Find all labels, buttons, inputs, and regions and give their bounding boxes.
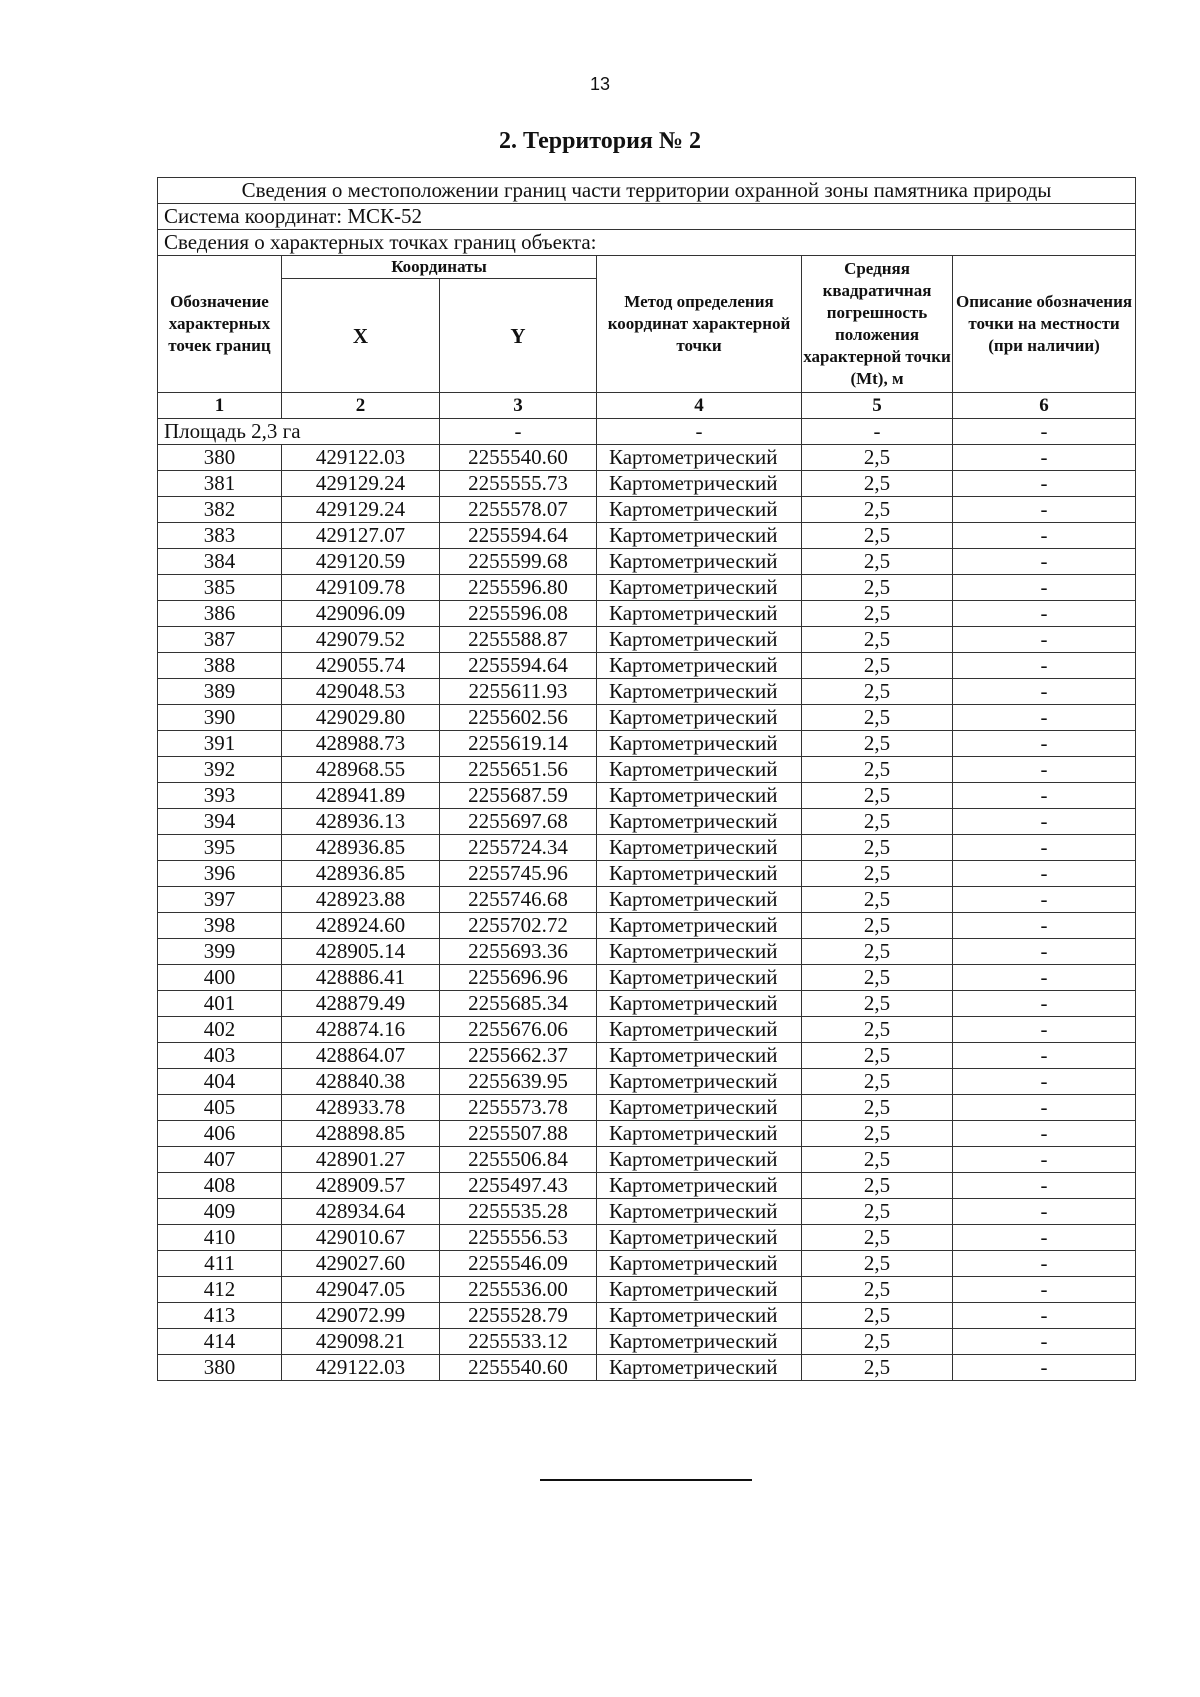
table-row bbox=[158, 1017, 1136, 1043]
y-coordinate-cell: 2255506.84 bbox=[440, 1147, 597, 1173]
x-coordinate-cell: 428901.27 bbox=[282, 1147, 440, 1173]
description-cell: - bbox=[953, 445, 1136, 471]
accuracy-cell: 2,5 bbox=[802, 887, 953, 913]
table-row bbox=[158, 991, 1136, 1017]
table-row bbox=[158, 887, 1136, 913]
point-number-cell: 409 bbox=[158, 1199, 282, 1225]
accuracy-cell: 2,5 bbox=[802, 1225, 953, 1251]
accuracy-cell: 2,5 bbox=[802, 1355, 953, 1381]
area-accuracy: - bbox=[802, 419, 953, 445]
description-cell: - bbox=[953, 783, 1136, 809]
x-coordinate-cell: 428898.85 bbox=[282, 1121, 440, 1147]
description-cell: - bbox=[953, 1329, 1136, 1355]
point-number-cell: 414 bbox=[158, 1329, 282, 1355]
y-coordinate-cell: 2255745.96 bbox=[440, 861, 597, 887]
x-coordinate-cell: 428941.89 bbox=[282, 783, 440, 809]
description-cell: - bbox=[953, 679, 1136, 705]
table-row bbox=[158, 1225, 1136, 1251]
accuracy-cell: 2,5 bbox=[802, 1017, 953, 1043]
column-number: 3 bbox=[440, 393, 597, 419]
accuracy-cell: 2,5 bbox=[802, 757, 953, 783]
accuracy-cell: 2,5 bbox=[802, 965, 953, 991]
x-coordinate-cell: 429010.67 bbox=[282, 1225, 440, 1251]
method-cell: Картометрический bbox=[597, 1225, 802, 1251]
table-row bbox=[158, 1329, 1136, 1355]
point-number-cell: 389 bbox=[158, 679, 282, 705]
y-coordinate-cell: 2255594.64 bbox=[440, 653, 597, 679]
x-coordinate-cell: 429129.24 bbox=[282, 471, 440, 497]
point-number-cell: 407 bbox=[158, 1147, 282, 1173]
table-row bbox=[158, 861, 1136, 887]
table-row bbox=[158, 601, 1136, 627]
y-coordinate-cell: 2255611.93 bbox=[440, 679, 597, 705]
x-coordinate-cell: 428934.64 bbox=[282, 1199, 440, 1225]
description-cell: - bbox=[953, 1251, 1136, 1277]
table-row bbox=[158, 1121, 1136, 1147]
method-cell: Картометрический bbox=[597, 1173, 802, 1199]
accuracy-cell: 2,5 bbox=[802, 679, 953, 705]
accuracy-cell: 2,5 bbox=[802, 471, 953, 497]
table-row bbox=[158, 913, 1136, 939]
y-coordinate-cell: 2255594.64 bbox=[440, 523, 597, 549]
description-cell: - bbox=[953, 991, 1136, 1017]
x-coordinate-cell: 428936.85 bbox=[282, 861, 440, 887]
accuracy-cell: 2,5 bbox=[802, 1303, 953, 1329]
coordinates-table bbox=[157, 177, 1136, 1381]
accuracy-cell: 2,5 bbox=[802, 1277, 953, 1303]
y-coordinate-cell: 2255536.00 bbox=[440, 1277, 597, 1303]
method-cell: Картометрический bbox=[597, 1199, 802, 1225]
table-row bbox=[158, 731, 1136, 757]
header-point-designation: Обозначение характерных точек границ bbox=[158, 256, 282, 393]
description-cell: - bbox=[953, 627, 1136, 653]
point-number-cell: 385 bbox=[158, 575, 282, 601]
header-y: Y bbox=[440, 279, 597, 393]
points-caption: Сведения о характерных точках границ объекта: bbox=[158, 230, 1136, 256]
x-coordinate-cell: 429120.59 bbox=[282, 549, 440, 575]
y-coordinate-cell: 2255685.34 bbox=[440, 991, 597, 1017]
y-coordinate-cell: 2255540.60 bbox=[440, 445, 597, 471]
point-number-cell: 395 bbox=[158, 835, 282, 861]
description-cell: - bbox=[953, 731, 1136, 757]
accuracy-cell: 2,5 bbox=[802, 1173, 953, 1199]
table-row bbox=[158, 445, 1136, 471]
method-cell: Картометрический bbox=[597, 445, 802, 471]
y-coordinate-cell: 2255746.68 bbox=[440, 887, 597, 913]
accuracy-cell: 2,5 bbox=[802, 601, 953, 627]
point-number-cell: 401 bbox=[158, 991, 282, 1017]
point-number-cell: 397 bbox=[158, 887, 282, 913]
x-coordinate-cell: 429048.53 bbox=[282, 679, 440, 705]
accuracy-cell: 2,5 bbox=[802, 1251, 953, 1277]
column-number-row bbox=[158, 393, 1136, 419]
point-number-cell: 413 bbox=[158, 1303, 282, 1329]
table-caption-row bbox=[158, 178, 1136, 204]
method-cell: Картометрический bbox=[597, 835, 802, 861]
method-cell: Картометрический bbox=[597, 913, 802, 939]
table-row bbox=[158, 497, 1136, 523]
x-coordinate-cell: 428968.55 bbox=[282, 757, 440, 783]
x-coordinate-cell: 429129.24 bbox=[282, 497, 440, 523]
y-coordinate-cell: 2255555.73 bbox=[440, 471, 597, 497]
method-cell: Картометрический bbox=[597, 1277, 802, 1303]
point-number-cell: 380 bbox=[158, 445, 282, 471]
method-cell: Картометрический bbox=[597, 1355, 802, 1381]
description-cell: - bbox=[953, 887, 1136, 913]
description-cell: - bbox=[953, 1173, 1136, 1199]
method-cell: Картометрический bbox=[597, 1251, 802, 1277]
section-title: 2. Территория № 2 bbox=[498, 128, 702, 154]
footnote-rule bbox=[540, 1479, 752, 1481]
area-row bbox=[158, 419, 1136, 445]
y-coordinate-cell: 2255596.08 bbox=[440, 601, 597, 627]
accuracy-cell: 2,5 bbox=[802, 991, 953, 1017]
y-coordinate-cell: 2255573.78 bbox=[440, 1095, 597, 1121]
accuracy-cell: 2,5 bbox=[802, 497, 953, 523]
table-row bbox=[158, 1095, 1136, 1121]
x-coordinate-cell: 428879.49 bbox=[282, 991, 440, 1017]
x-coordinate-cell: 429109.78 bbox=[282, 575, 440, 601]
coord-system-row bbox=[158, 204, 1136, 230]
description-cell: - bbox=[953, 705, 1136, 731]
table-row bbox=[158, 1043, 1136, 1069]
method-cell: Картометрический bbox=[597, 549, 802, 575]
point-number-cell: 386 bbox=[158, 601, 282, 627]
column-number: 4 bbox=[597, 393, 802, 419]
table-row bbox=[158, 1277, 1136, 1303]
description-cell: - bbox=[953, 549, 1136, 575]
area-description: - bbox=[953, 419, 1136, 445]
accuracy-cell: 2,5 bbox=[802, 1121, 953, 1147]
method-cell: Картометрический bbox=[597, 575, 802, 601]
y-coordinate-cell: 2255596.80 bbox=[440, 575, 597, 601]
header-description: Описание обозначения точки на местности (при наличии) bbox=[953, 256, 1136, 393]
description-cell: - bbox=[953, 601, 1136, 627]
accuracy-cell: 2,5 bbox=[802, 861, 953, 887]
x-coordinate-cell: 428936.13 bbox=[282, 809, 440, 835]
accuracy-cell: 2,5 bbox=[802, 913, 953, 939]
description-cell: - bbox=[953, 1199, 1136, 1225]
method-cell: Картометрический bbox=[597, 991, 802, 1017]
coord-system: Система координат: МСК-52 bbox=[158, 204, 1136, 230]
point-number-cell: 399 bbox=[158, 939, 282, 965]
point-number-cell: 412 bbox=[158, 1277, 282, 1303]
method-cell: Картометрический bbox=[597, 965, 802, 991]
point-number-cell: 383 bbox=[158, 523, 282, 549]
description-cell: - bbox=[953, 1147, 1136, 1173]
point-number-cell: 392 bbox=[158, 757, 282, 783]
area-label: Площадь 2,3 га bbox=[158, 419, 440, 445]
accuracy-cell: 2,5 bbox=[802, 835, 953, 861]
accuracy-cell: 2,5 bbox=[802, 1147, 953, 1173]
header-row-1 bbox=[158, 256, 1136, 279]
table-row bbox=[158, 835, 1136, 861]
table-row bbox=[158, 965, 1136, 991]
x-coordinate-cell: 429096.09 bbox=[282, 601, 440, 627]
method-cell: Картометрический bbox=[597, 783, 802, 809]
table-row bbox=[158, 1355, 1136, 1381]
x-coordinate-cell: 429079.52 bbox=[282, 627, 440, 653]
y-coordinate-cell: 2255619.14 bbox=[440, 731, 597, 757]
table-row bbox=[158, 1199, 1136, 1225]
x-coordinate-cell: 429047.05 bbox=[282, 1277, 440, 1303]
x-coordinate-cell: 428923.88 bbox=[282, 887, 440, 913]
accuracy-cell: 2,5 bbox=[802, 809, 953, 835]
point-number-cell: 390 bbox=[158, 705, 282, 731]
area-method: - bbox=[597, 419, 802, 445]
table-row bbox=[158, 575, 1136, 601]
method-cell: Картометрический bbox=[597, 1017, 802, 1043]
description-cell: - bbox=[953, 575, 1136, 601]
description-cell: - bbox=[953, 1355, 1136, 1381]
method-cell: Картометрический bbox=[597, 601, 802, 627]
description-cell: - bbox=[953, 471, 1136, 497]
method-cell: Картометрический bbox=[597, 1303, 802, 1329]
accuracy-cell: 2,5 bbox=[802, 1329, 953, 1355]
table-row bbox=[158, 1303, 1136, 1329]
method-cell: Картометрический bbox=[597, 939, 802, 965]
y-coordinate-cell: 2255687.59 bbox=[440, 783, 597, 809]
method-cell: Картометрический bbox=[597, 627, 802, 653]
header-x: X bbox=[282, 279, 440, 393]
table-row bbox=[158, 783, 1136, 809]
x-coordinate-cell: 429029.80 bbox=[282, 705, 440, 731]
y-coordinate-cell: 2255533.12 bbox=[440, 1329, 597, 1355]
table-caption: Сведения о местоположении границ части территории охранной зоны памятника природы bbox=[158, 178, 1136, 204]
y-coordinate-cell: 2255724.34 bbox=[440, 835, 597, 861]
x-coordinate-cell: 428933.78 bbox=[282, 1095, 440, 1121]
point-number-cell: 381 bbox=[158, 471, 282, 497]
method-cell: Картометрический bbox=[597, 809, 802, 835]
x-coordinate-cell: 429072.99 bbox=[282, 1303, 440, 1329]
x-coordinate-cell: 428874.16 bbox=[282, 1017, 440, 1043]
accuracy-cell: 2,5 bbox=[802, 523, 953, 549]
table-row bbox=[158, 757, 1136, 783]
x-coordinate-cell: 428988.73 bbox=[282, 731, 440, 757]
description-cell: - bbox=[953, 1017, 1136, 1043]
point-number-cell: 404 bbox=[158, 1069, 282, 1095]
description-cell: - bbox=[953, 523, 1136, 549]
page-number: 13 bbox=[589, 74, 611, 94]
point-number-cell: 391 bbox=[158, 731, 282, 757]
accuracy-cell: 2,5 bbox=[802, 549, 953, 575]
x-coordinate-cell: 428905.14 bbox=[282, 939, 440, 965]
method-cell: Картометрический bbox=[597, 497, 802, 523]
method-cell: Картометрический bbox=[597, 861, 802, 887]
header-accuracy: Средняя квадратичная погрешность положения характерной точки (Mt), м bbox=[802, 256, 953, 393]
point-number-cell: 405 bbox=[158, 1095, 282, 1121]
table-row bbox=[158, 679, 1136, 705]
point-number-cell: 403 bbox=[158, 1043, 282, 1069]
method-cell: Картометрический bbox=[597, 1095, 802, 1121]
method-cell: Картометрический bbox=[597, 1069, 802, 1095]
description-cell: - bbox=[953, 1303, 1136, 1329]
column-number: 1 bbox=[158, 393, 282, 419]
y-coordinate-cell: 2255639.95 bbox=[440, 1069, 597, 1095]
description-cell: - bbox=[953, 1225, 1136, 1251]
table-row bbox=[158, 627, 1136, 653]
table-row bbox=[158, 1251, 1136, 1277]
column-number: 2 bbox=[282, 393, 440, 419]
method-cell: Картометрический bbox=[597, 705, 802, 731]
point-number-cell: 410 bbox=[158, 1225, 282, 1251]
y-coordinate-cell: 2255497.43 bbox=[440, 1173, 597, 1199]
table-row bbox=[158, 471, 1136, 497]
description-cell: - bbox=[953, 653, 1136, 679]
method-cell: Картометрический bbox=[597, 523, 802, 549]
table-row bbox=[158, 809, 1136, 835]
y-coordinate-cell: 2255588.87 bbox=[440, 627, 597, 653]
point-number-cell: 388 bbox=[158, 653, 282, 679]
description-cell: - bbox=[953, 913, 1136, 939]
table-row bbox=[158, 523, 1136, 549]
y-coordinate-cell: 2255599.68 bbox=[440, 549, 597, 575]
y-coordinate-cell: 2255507.88 bbox=[440, 1121, 597, 1147]
point-number-cell: 398 bbox=[158, 913, 282, 939]
y-coordinate-cell: 2255556.53 bbox=[440, 1225, 597, 1251]
y-coordinate-cell: 2255602.56 bbox=[440, 705, 597, 731]
table-row bbox=[158, 549, 1136, 575]
method-cell: Картометрический bbox=[597, 679, 802, 705]
method-cell: Картометрический bbox=[597, 653, 802, 679]
accuracy-cell: 2,5 bbox=[802, 445, 953, 471]
x-coordinate-cell: 429098.21 bbox=[282, 1329, 440, 1355]
description-cell: - bbox=[953, 965, 1136, 991]
point-number-cell: 384 bbox=[158, 549, 282, 575]
point-number-cell: 411 bbox=[158, 1251, 282, 1277]
x-coordinate-cell: 429027.60 bbox=[282, 1251, 440, 1277]
point-number-cell: 402 bbox=[158, 1017, 282, 1043]
method-cell: Картометрический bbox=[597, 1121, 802, 1147]
x-coordinate-cell: 428936.85 bbox=[282, 835, 440, 861]
y-coordinate-cell: 2255540.60 bbox=[440, 1355, 597, 1381]
method-cell: Картометрический bbox=[597, 1329, 802, 1355]
y-coordinate-cell: 2255535.28 bbox=[440, 1199, 597, 1225]
table-row bbox=[158, 939, 1136, 965]
accuracy-cell: 2,5 bbox=[802, 1069, 953, 1095]
y-coordinate-cell: 2255696.96 bbox=[440, 965, 597, 991]
description-cell: - bbox=[953, 1043, 1136, 1069]
point-number-cell: 393 bbox=[158, 783, 282, 809]
description-cell: - bbox=[953, 939, 1136, 965]
column-number: 5 bbox=[802, 393, 953, 419]
point-number-cell: 408 bbox=[158, 1173, 282, 1199]
x-coordinate-cell: 429127.07 bbox=[282, 523, 440, 549]
y-coordinate-cell: 2255546.09 bbox=[440, 1251, 597, 1277]
table-row bbox=[158, 653, 1136, 679]
description-cell: - bbox=[953, 1069, 1136, 1095]
area-y: - bbox=[440, 419, 597, 445]
y-coordinate-cell: 2255702.72 bbox=[440, 913, 597, 939]
accuracy-cell: 2,5 bbox=[802, 939, 953, 965]
point-number-cell: 382 bbox=[158, 497, 282, 523]
header-method: Метод определения координат характерной точки bbox=[597, 256, 802, 393]
y-coordinate-cell: 2255693.36 bbox=[440, 939, 597, 965]
x-coordinate-cell: 428909.57 bbox=[282, 1173, 440, 1199]
accuracy-cell: 2,5 bbox=[802, 575, 953, 601]
accuracy-cell: 2,5 bbox=[802, 653, 953, 679]
point-number-cell: 380 bbox=[158, 1355, 282, 1381]
description-cell: - bbox=[953, 1277, 1136, 1303]
x-coordinate-cell: 428886.41 bbox=[282, 965, 440, 991]
accuracy-cell: 2,5 bbox=[802, 627, 953, 653]
accuracy-cell: 2,5 bbox=[802, 705, 953, 731]
point-number-cell: 394 bbox=[158, 809, 282, 835]
method-cell: Картометрический bbox=[597, 471, 802, 497]
table-row bbox=[158, 705, 1136, 731]
table-row bbox=[158, 1147, 1136, 1173]
description-cell: - bbox=[953, 1121, 1136, 1147]
header-coordinates: Координаты bbox=[282, 256, 597, 279]
x-coordinate-cell: 428924.60 bbox=[282, 913, 440, 939]
y-coordinate-cell: 2255528.79 bbox=[440, 1303, 597, 1329]
y-coordinate-cell: 2255676.06 bbox=[440, 1017, 597, 1043]
column-number: 6 bbox=[953, 393, 1136, 419]
description-cell: - bbox=[953, 835, 1136, 861]
y-coordinate-cell: 2255662.37 bbox=[440, 1043, 597, 1069]
method-cell: Картометрический bbox=[597, 757, 802, 783]
description-cell: - bbox=[953, 1095, 1136, 1121]
method-cell: Картометрический bbox=[597, 731, 802, 757]
y-coordinate-cell: 2255651.56 bbox=[440, 757, 597, 783]
y-coordinate-cell: 2255578.07 bbox=[440, 497, 597, 523]
accuracy-cell: 2,5 bbox=[802, 1199, 953, 1225]
point-number-cell: 400 bbox=[158, 965, 282, 991]
point-number-cell: 406 bbox=[158, 1121, 282, 1147]
x-coordinate-cell: 429122.03 bbox=[282, 1355, 440, 1381]
y-coordinate-cell: 2255697.68 bbox=[440, 809, 597, 835]
method-cell: Картометрический bbox=[597, 887, 802, 913]
table-row bbox=[158, 1173, 1136, 1199]
description-cell: - bbox=[953, 497, 1136, 523]
accuracy-cell: 2,5 bbox=[802, 1043, 953, 1069]
description-cell: - bbox=[953, 861, 1136, 887]
x-coordinate-cell: 428840.38 bbox=[282, 1069, 440, 1095]
point-number-cell: 396 bbox=[158, 861, 282, 887]
point-number-cell: 387 bbox=[158, 627, 282, 653]
accuracy-cell: 2,5 bbox=[802, 731, 953, 757]
accuracy-cell: 2,5 bbox=[802, 783, 953, 809]
accuracy-cell: 2,5 bbox=[802, 1095, 953, 1121]
description-cell: - bbox=[953, 809, 1136, 835]
method-cell: Картометрический bbox=[597, 1043, 802, 1069]
table-row bbox=[158, 1069, 1136, 1095]
x-coordinate-cell: 429122.03 bbox=[282, 445, 440, 471]
points-caption-row bbox=[158, 230, 1136, 256]
x-coordinate-cell: 428864.07 bbox=[282, 1043, 440, 1069]
description-cell: - bbox=[953, 757, 1136, 783]
method-cell: Картометрический bbox=[597, 1147, 802, 1173]
x-coordinate-cell: 429055.74 bbox=[282, 653, 440, 679]
